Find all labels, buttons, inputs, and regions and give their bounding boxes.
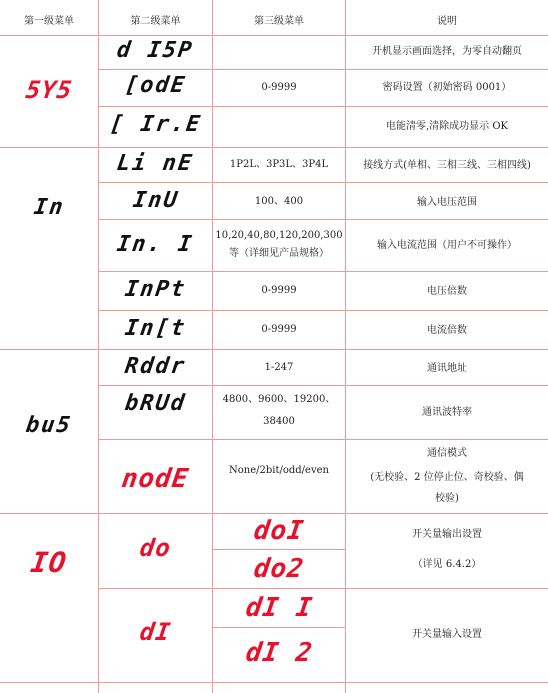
group-io: IO — [28, 546, 70, 579]
do-note: （详见 6.4.2） — [412, 559, 482, 570]
menu-code-node: nodE — [120, 464, 191, 494]
row-description: 输入电压范围 — [417, 197, 477, 208]
header-description: 说明 — [437, 16, 457, 27]
group-in: In — [31, 195, 67, 220]
header-level2: 第二级菜单 — [130, 16, 181, 27]
row-description: 通讯波特率 — [422, 407, 472, 418]
header-level3: 第三级菜单 — [254, 16, 304, 27]
menu-code-addr: Rddr — [123, 354, 188, 379]
col-divider — [98, 0, 99, 693]
row-range: 4800、9600、19200、 38400 — [222, 394, 336, 427]
menu-code-clre: [ Ir.E — [107, 112, 203, 137]
menu-code-inct: In[t — [123, 316, 188, 341]
menu-code-di: dI — [138, 618, 173, 646]
row-description: 接线方式(单相、三相三线、三相四线) — [363, 160, 531, 171]
row-divider — [98, 310, 548, 311]
row-range: None/2bit/odd/even — [229, 465, 329, 476]
group-sys: 5Y5 — [23, 76, 75, 104]
group-bus: bu5 — [24, 413, 74, 438]
row-description: 通讯地址 — [427, 363, 467, 374]
row-divider — [98, 271, 548, 272]
do-description: 开关量输出设置 — [412, 529, 482, 540]
header-divider — [0, 35, 548, 36]
menu-code-inpt: InPt — [123, 277, 188, 302]
row-description: 输入电流范围（用户不可操作） — [377, 240, 517, 251]
menu-code-code: [odE — [123, 73, 188, 98]
group-divider — [0, 349, 548, 350]
menu-code-do1: doI — [251, 516, 307, 546]
menu-code-do: do — [138, 534, 173, 562]
row-range: 10,20,40,80,120,200,300 等（详细见产品规格） — [215, 230, 343, 259]
menu-code-di2: dI 2 — [243, 638, 315, 668]
row-description: 通信模式 (无校验、2 位停止位、奇校验、偶 校验) — [370, 448, 524, 504]
row-divider — [98, 182, 548, 183]
row-description: 电流倍数 — [427, 325, 467, 336]
header-level1: 第一级菜单 — [24, 16, 74, 27]
row-divider — [98, 69, 548, 70]
menu-code-baud: bRUd — [123, 391, 188, 416]
menu-code-disp: d I5P — [115, 38, 196, 63]
row-divider — [98, 439, 548, 440]
row-range: 0-9999 — [261, 324, 297, 335]
menu-code-di1: dI I — [243, 593, 315, 623]
col-divider — [345, 0, 346, 693]
di-description: 开关量输入设置 — [412, 629, 482, 640]
row-range: 0-9999 — [261, 82, 297, 93]
menu-code-do2: do2 — [251, 554, 307, 584]
row-range: 100、400 — [254, 196, 304, 207]
group-divider — [0, 147, 548, 148]
row-description: 电压倍数 — [427, 286, 467, 297]
row-description: 密码设置（初始密码 0001） — [382, 82, 512, 93]
menu-code-ini: In. I — [115, 232, 196, 257]
row-range: 1P2L、3P3L、3P4L — [229, 159, 329, 170]
group-divider — [0, 513, 548, 514]
row-divider — [98, 219, 548, 220]
menu-code-line: Li nE — [115, 151, 196, 176]
row-divider — [98, 385, 548, 386]
row-divider — [98, 106, 548, 107]
row-range: 0-9999 — [261, 285, 297, 296]
row-description: 开机显示画面选择，为零自动翻页 — [372, 46, 522, 57]
bottom-border — [0, 682, 548, 683]
row-range: 1-247 — [264, 362, 294, 373]
row-description: 电能清零,清除成功显示 OK — [385, 121, 509, 132]
menu-code-inu: InU — [130, 188, 181, 213]
